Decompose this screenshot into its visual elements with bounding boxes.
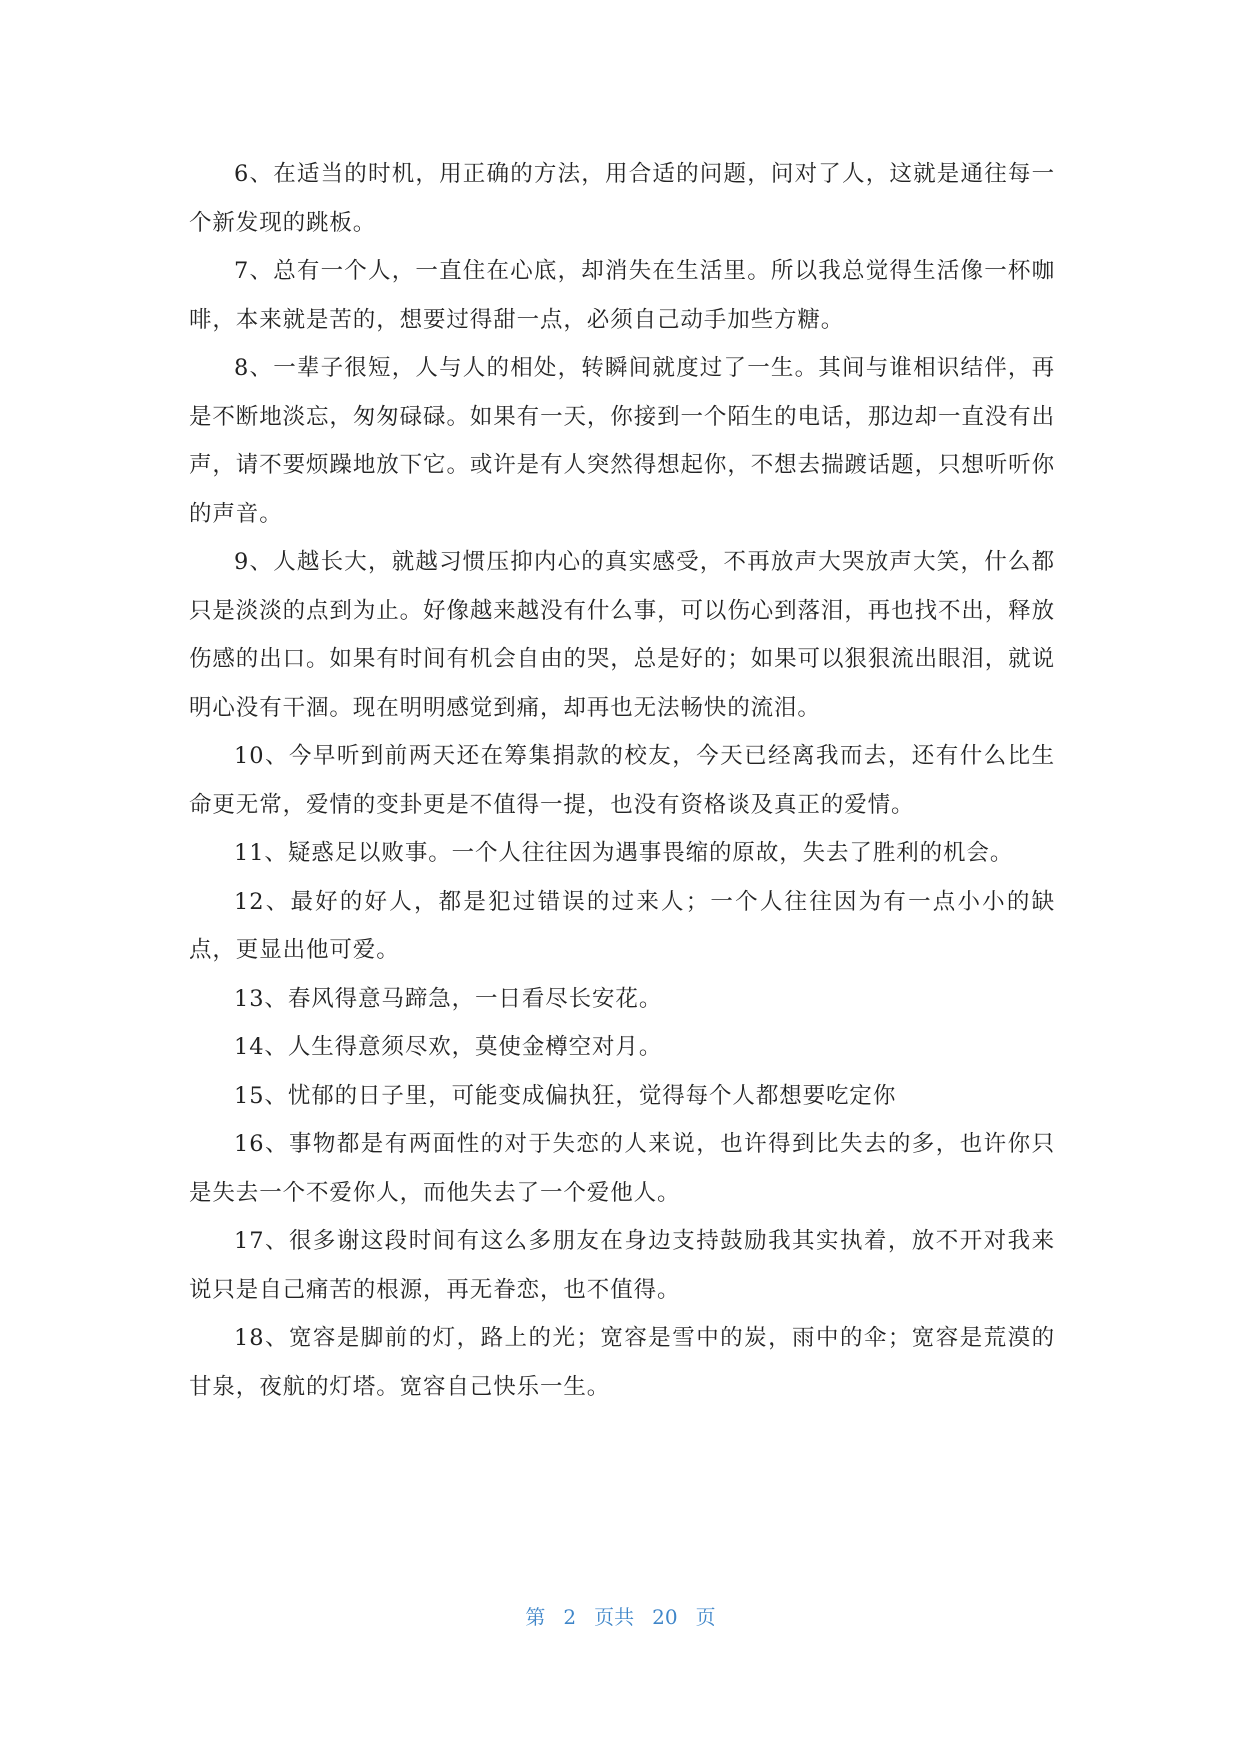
footer-suffix: 页	[695, 1605, 716, 1629]
paragraph-10: 10、今早听到前两天还在筹集捐款的校友，今天已经离我而去，还有什么比生命更无常，爱情的变卦更是不值得一提，也没有资格谈及真正的爱情。	[189, 743, 1055, 818]
paragraph-9: 9、人越长大，就越习惯压抑内心的真实感受，不再放声大哭放声大笑，什么都只是淡淡的点到为止。好像越来越没有什么事，可以伤心到落泪，再也找不出，释放伤感的出口。如果有时间有机会自由的哭，总是好的；如果可以狠狠流出眼泪，就说明心没有干涸。现在明明感觉到痛，却再也无法畅快的流泪。	[189, 549, 1055, 721]
paragraph-18: 18、宽容是脚前的灯，路上的光；宽容是雪中的炭，雨中的伞；宽容是荒漠的甘泉，夜航的灯塔。宽容自己快乐一生。	[189, 1325, 1055, 1400]
paragraph-6: 6、在适当的时机，用正确的方法，用合适的问题，问对了人，这就是通往每一个新发现的跳板。	[189, 161, 1055, 236]
footer-page-number: 2	[563, 1605, 577, 1629]
footer-total-pages: 20	[652, 1605, 678, 1629]
footer-middle: 页共	[594, 1605, 635, 1629]
footer-prefix: 第	[525, 1605, 546, 1629]
paragraph-15: 15、忧郁的日子里，可能变成偏执狂，觉得每个人都想要吃定你	[234, 1082, 897, 1109]
paragraph-17: 17、很多谢这段时间有这么多朋友在身边支持鼓励我其实执着，放不开对我来说只是自己痛苦的根源，再无眷恋，也不值得。	[189, 1228, 1055, 1303]
paragraph-11: 11、疑惑足以败事。一个人往往因为遇事畏缩的原故，失去了胜利的机会。	[234, 840, 1014, 866]
paragraph-12: 12、最好的好人，都是犯过错误的过来人；一个人往往因为有一点小小的缺点，更显出他可爱。	[189, 888, 1055, 963]
paragraph-14: 14、人生得意须尽欢，莫使金樽空对月。	[234, 1034, 663, 1060]
document-body	[189, 150, 1055, 1411]
paragraph-13: 13、春风得意马蹄急，一日看尽长安花。	[234, 985, 663, 1012]
page-footer	[0, 1601, 1241, 1630]
paragraph-7: 7、总有一个人，一直住在心底，却消失在生活里。所以我总觉得生活像一杯咖啡，本来就是苦的，想要过得甜一点，必须自己动手加些方糖。	[189, 258, 1055, 333]
paragraph-16: 16、事物都是有两面性的对于失恋的人来说，也许得到比失去的多，也许你只是失去一个不爱你人，而他失去了一个爱他人。	[189, 1131, 1055, 1206]
paragraph-8: 8、一辈子很短，人与人的相处，转瞬间就度过了一生。其间与谁相识结伴，再是不断地淡忘，匆匆碌碌。如果有一天，你接到一个陌生的电话，那边却一直没有出声，请不要烦躁地放下它。或许是有人突然得想起你，不想去揣踱话题，只想听听你的声音。	[189, 355, 1055, 527]
